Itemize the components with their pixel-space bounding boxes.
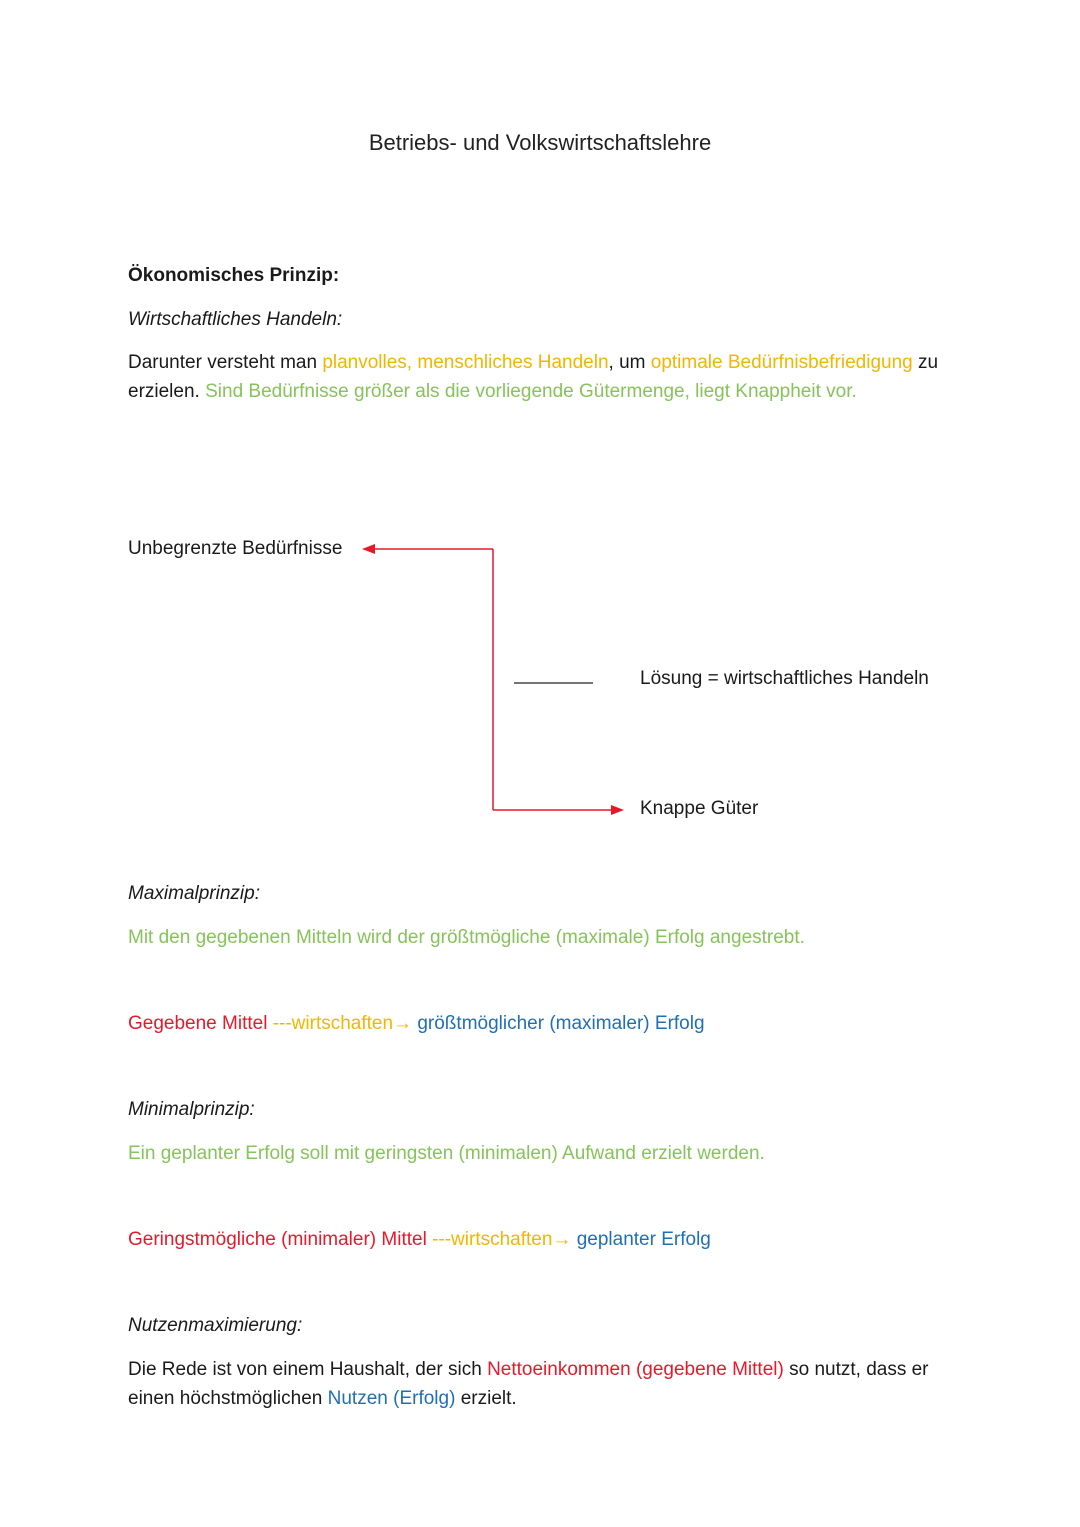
document-title: Betriebs- und Volkswirtschaftslehre	[368, 130, 712, 155]
wh-highlight-beduerfnis: optimale Bedürfnisbefriedigung	[650, 352, 913, 373]
min-formula-arrow: ---wirtschaften→	[432, 1229, 577, 1250]
max-formula-output: größtmöglicher (maximaler) Erfolg	[417, 1013, 705, 1034]
wh-highlight-knappheit: Sind Bedürfnisse größer als die vorliegende Gütermenge, liegt Knappheit vor.	[205, 381, 857, 402]
wirtschaftliches-handeln-heading: Wirtschaftliches Handeln:	[128, 309, 343, 330]
nm-text-2: so nutzt, dass er einen höchstmöglichen	[128, 1359, 929, 1409]
nm-highlight-einkommen: Nettoeinkommen (gegebene Mittel)	[487, 1359, 784, 1380]
nm-highlight-nutzen: Nutzen (Erfolg)	[327, 1388, 456, 1409]
nm-text-3: erzielt.	[455, 1388, 517, 1409]
nutzenmaximierung-heading: Nutzenmaximierung:	[128, 1315, 303, 1336]
max-formula-input: Gegebene Mittel	[128, 1013, 273, 1034]
diagram-left-label: Unbegrenzte Bedürfnisse	[128, 538, 343, 559]
maximalprinzip-heading: Maximalprinzip:	[128, 883, 260, 904]
minimalprinzip-formula	[128, 1229, 711, 1251]
minimalprinzip-text: Ein geplanter Erfolg soll mit geringsten (minimalen) Aufwand erzielt werden.	[128, 1143, 765, 1164]
wh-text-2: , um	[608, 352, 651, 373]
diagram-solution-label: Lösung = wirtschaftliches Handeln	[640, 668, 929, 689]
max-formula-arrow: ---wirtschaften→	[272, 1013, 418, 1034]
section-heading: Ökonomisches Prinzip:	[128, 265, 340, 286]
maximalprinzip-text: Mit den gegebenen Mitteln wird der größtmögliche (maximale) Erfolg angestrebt.	[128, 927, 805, 948]
wh-text-3: zu erzielen.	[128, 352, 939, 402]
wh-text-1: Darunter versteht man	[128, 352, 323, 373]
min-formula-input: Geringstmögliche (minimaler) Mittel	[128, 1229, 433, 1250]
nutzenmaximierung-paragraph	[128, 1355, 958, 1413]
nm-text-1: Die Rede ist von einem Haushalt, der sich	[128, 1359, 488, 1380]
maximalprinzip-formula	[128, 1013, 705, 1035]
min-formula-output: geplanter Erfolg	[576, 1229, 711, 1250]
arrow-head-left	[362, 544, 375, 554]
minimalprinzip-heading: Minimalprinzip:	[128, 1099, 255, 1120]
arrow-head-right	[611, 805, 624, 815]
wh-highlight-planvoll: planvolles, menschliches Handeln	[322, 352, 609, 373]
diagram-bottom-label: Knappe Güter	[640, 798, 759, 819]
